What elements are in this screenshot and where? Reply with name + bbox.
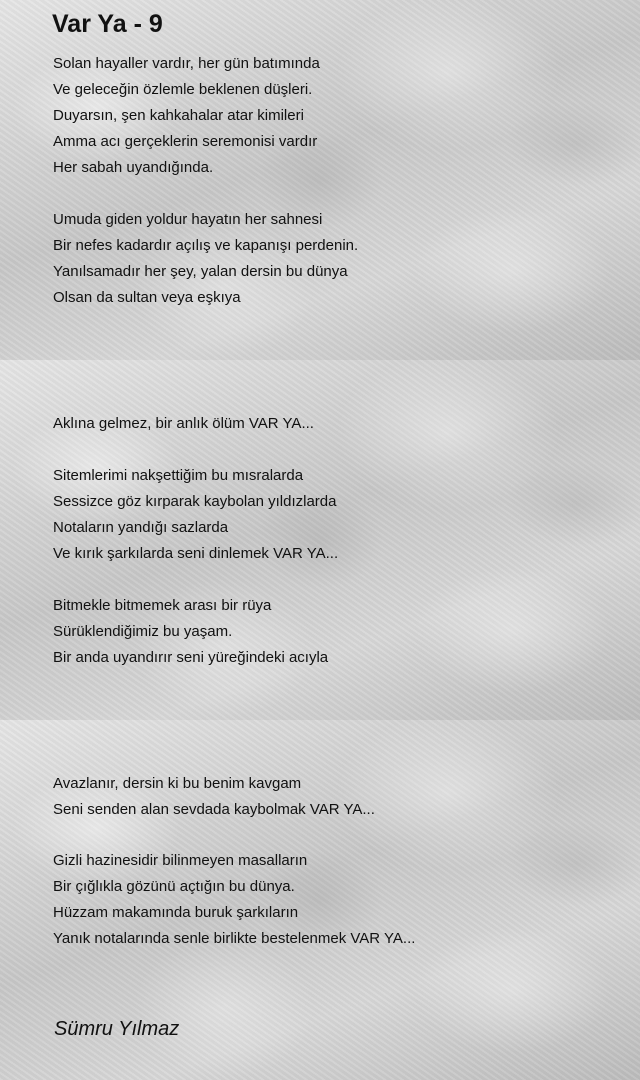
poem-line: Gizli hazinesidir bilinmeyen masalların xyxy=(53,852,308,869)
poem-line: Ve kırık şarkılarda seni dinlemek VAR YA... xyxy=(53,545,339,562)
poem-line: Yanılsamadır her şey, yalan dersin bu dünya xyxy=(53,263,348,280)
stanza-3 xyxy=(53,411,314,437)
poem-line: Avazlanır, dersin ki bu benim kavgam xyxy=(53,775,302,792)
poem-line: Seni senden alan sevdada kaybolmak VAR YA... xyxy=(53,801,375,818)
poem-line: Sessizce göz kırparak kaybolan yıldızlarda xyxy=(53,493,337,510)
poem-line: Bir nefes kadardır açılış ve kapanışı perdenin. xyxy=(53,237,359,254)
poem-line: Amma acı gerçeklerin seremonisi vardır xyxy=(53,133,318,150)
stanza-7 xyxy=(53,848,415,952)
poem-line: Yanık notalarında senle birlikte bestelenmek VAR YA... xyxy=(53,930,416,947)
stanza-1 xyxy=(53,51,320,181)
poem-line: Ve geleceğin özlemle beklenen düşleri. xyxy=(53,81,313,98)
poem-line: Bitmekle bitmemek arası bir rüya xyxy=(53,597,272,614)
poem-author: Sümru Yılmaz xyxy=(54,1018,180,1040)
poem-line: Sitemlerimi nakşettiğim bu mısralarda xyxy=(53,467,304,484)
stanza-6 xyxy=(53,771,375,823)
poem-line: Bir çığlıkla gözünü açtığın bu dünya. xyxy=(53,878,295,895)
poem-line: Umuda giden yoldur hayatın her sahnesi xyxy=(53,211,323,228)
poem-line: Solan hayaller vardır, her gün batımında xyxy=(53,55,320,72)
poem-line: Sürüklendiğimiz bu yaşam. xyxy=(53,623,233,640)
poem-title: Var Ya - 9 xyxy=(52,10,163,38)
poem-line: Bir anda uyandırır seni yüreğindeki acıyla xyxy=(53,649,329,666)
stanza-2 xyxy=(53,207,358,311)
stanza-5 xyxy=(53,593,328,671)
poem-line: Olsan da sultan veya eşkıya xyxy=(53,289,241,306)
poem-line: Notaların yandığı sazlarda xyxy=(53,519,229,536)
poem-line: Duyarsın, şen kahkahalar atar kimileri xyxy=(53,107,304,124)
poem-line: Her sabah uyandığında. xyxy=(53,159,214,176)
poem-line: Hüzzam makamında buruk şarkıların xyxy=(53,904,299,921)
stanza-4 xyxy=(53,463,338,567)
poem-line: Aklına gelmez, bir anlık ölüm VAR YA... xyxy=(53,415,314,432)
